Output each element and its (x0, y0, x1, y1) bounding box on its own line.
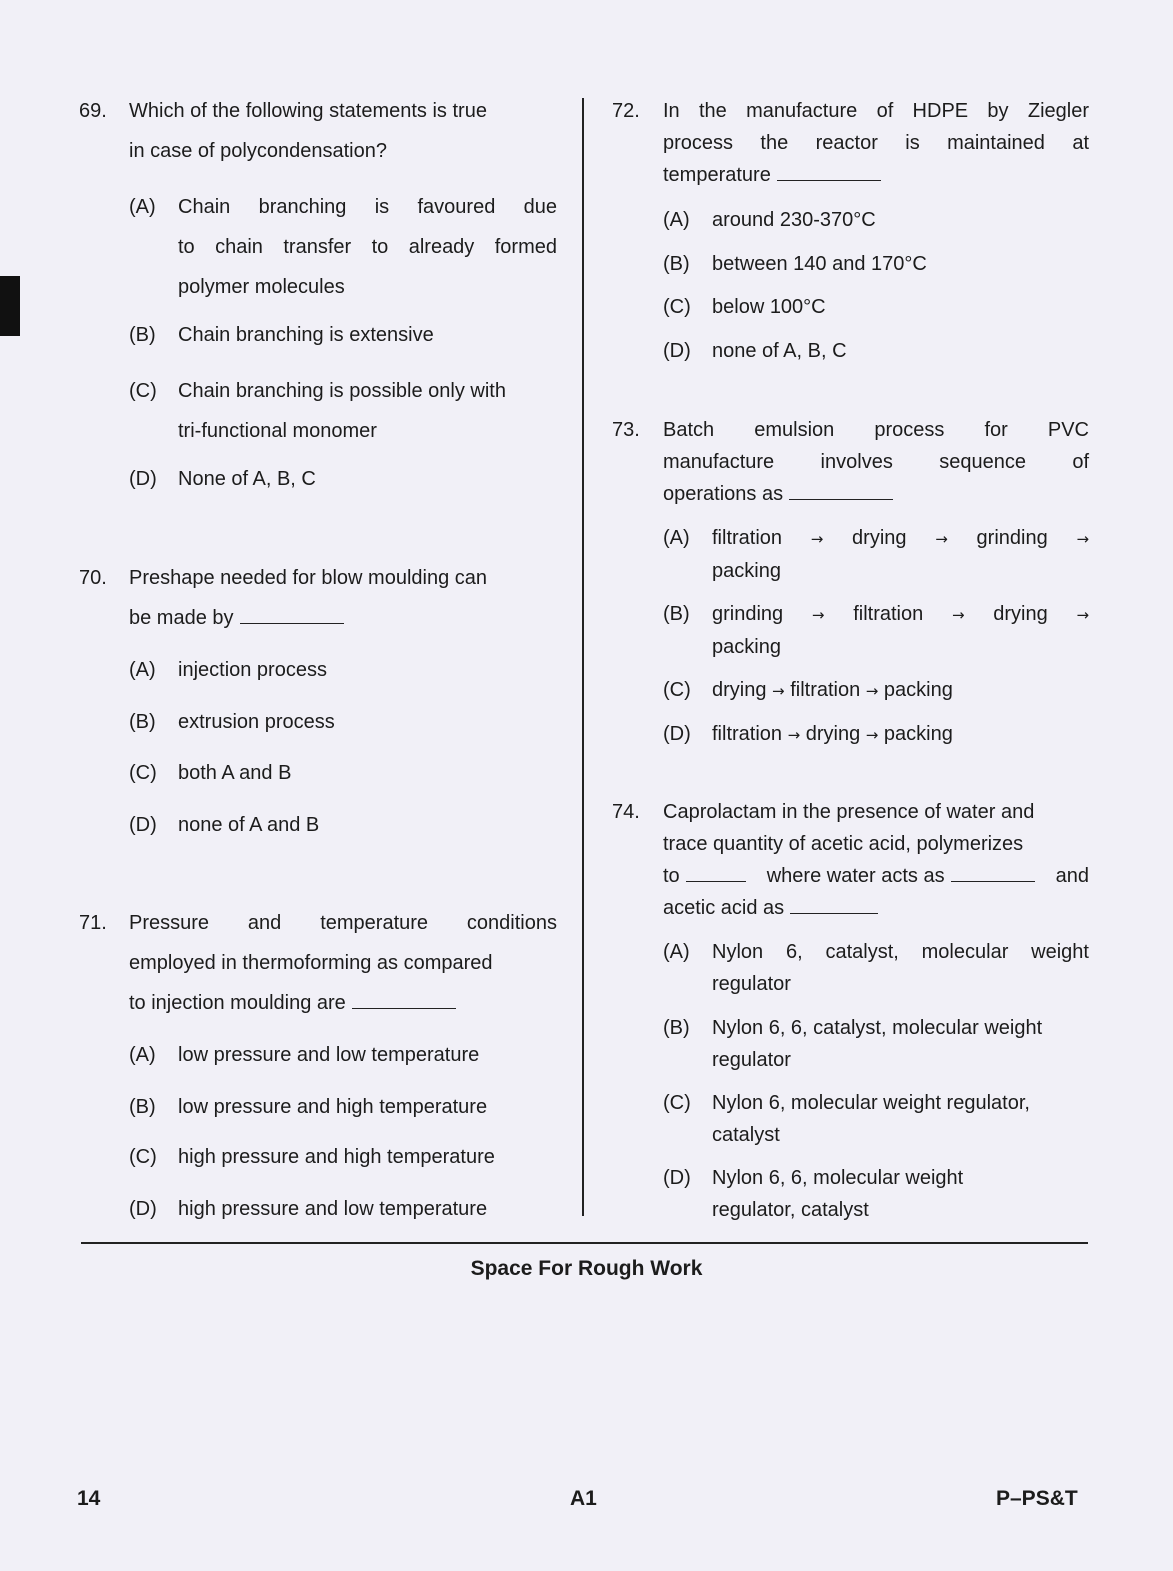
paper-code: P–PS&T (996, 1487, 1078, 1510)
question-71 (79, 907, 557, 1220)
option-text: between 140 and 170°C (712, 253, 927, 275)
option-text: catalyst (712, 1124, 780, 1146)
option-text: regulator, catalyst (712, 1199, 869, 1221)
question-stem: Batch emulsion process for PVC (663, 419, 1089, 441)
option-label: (D) (129, 468, 157, 490)
option-label: (D) (663, 1167, 691, 1189)
option-text: tri-functional monomer (178, 420, 377, 442)
answer-blank (686, 880, 746, 882)
step: grinding (712, 603, 784, 625)
section-rule (81, 1242, 1088, 1244)
question-stem: temperature (663, 164, 771, 186)
option-text: none of A and B (178, 814, 320, 836)
step: packing (712, 560, 781, 582)
option-label: (B) (663, 603, 690, 625)
option-text: around 230-370°C (712, 209, 876, 231)
option-sequence (712, 718, 1089, 751)
option-b (129, 706, 557, 738)
option-label: (B) (129, 711, 156, 733)
option-c (129, 757, 557, 789)
option-text: Nylon 6, catalyst, molecular weight (712, 941, 1089, 963)
option-text: Nylon 6, 6, molecular weight (712, 1167, 964, 1189)
step: filtration (712, 527, 783, 549)
option-label: (A) (663, 941, 690, 963)
question-stem: to (663, 865, 680, 887)
question-stem: to injection moulding are (129, 992, 346, 1014)
option-b (129, 1091, 557, 1123)
question-74 (612, 796, 1089, 1221)
margin-mark (0, 276, 20, 336)
option-d (129, 809, 557, 841)
option-c (129, 371, 557, 451)
arrow-icon: → (951, 606, 965, 624)
rough-work-heading: Space For Rough Work (470, 1257, 703, 1280)
option-c (663, 674, 1089, 707)
option-b (663, 598, 1089, 663)
option-label: (A) (129, 1044, 156, 1066)
option-a (663, 522, 1089, 587)
option-text: polymer molecules (178, 276, 345, 298)
answer-blank (790, 912, 878, 914)
option-d (663, 335, 1089, 367)
option-text: low pressure and high temperature (178, 1096, 488, 1118)
arrow-icon: → (787, 726, 801, 744)
step: drying (993, 603, 1048, 625)
question-stem: acetic acid as (663, 897, 785, 919)
arrow-icon: → (1076, 530, 1090, 548)
page-number: 14 (77, 1487, 101, 1510)
question-stem: be made by (129, 607, 234, 629)
option-c (129, 1141, 557, 1173)
question-stem: Which of the following statements is true (129, 100, 487, 122)
option-text: extrusion process (178, 711, 335, 733)
option-label: (B) (663, 1017, 690, 1039)
option-label: (A) (129, 196, 156, 218)
question-number: 74. (612, 801, 640, 823)
option-b (663, 1012, 1089, 1076)
option-d (663, 1162, 1089, 1226)
question-stem: Pressure and temperature conditions (129, 912, 557, 934)
arrow-icon: → (1076, 606, 1090, 624)
option-label: (D) (129, 814, 157, 836)
option-label: (D) (129, 1198, 157, 1220)
arrow-icon: → (811, 606, 825, 624)
question-69 (79, 95, 557, 490)
option-text: None of A, B, C (178, 468, 316, 490)
question-stem: manufacture involves sequence of (663, 451, 1089, 473)
column-divider (582, 98, 584, 1216)
step: packing (712, 636, 781, 658)
option-text: Chain branching is extensive (178, 324, 434, 346)
answer-blank (777, 179, 881, 181)
option-b (663, 248, 1089, 280)
question-number: 72. (612, 100, 640, 122)
option-label: (A) (663, 209, 690, 231)
option-text: regulator (712, 973, 791, 995)
step: grinding (976, 527, 1048, 549)
question-stem: Caprolactam in the presence of water and (663, 801, 1035, 823)
option-label: (B) (129, 1096, 156, 1118)
step: drying (805, 723, 861, 745)
answer-blank (240, 622, 344, 624)
option-b (129, 319, 557, 351)
option-d (129, 1193, 557, 1225)
option-label: (B) (663, 253, 690, 275)
option-c (663, 291, 1089, 323)
option-label: (A) (129, 659, 156, 681)
option-label: (C) (129, 762, 157, 784)
arrow-icon: → (810, 530, 824, 548)
question-number: 70. (79, 567, 107, 589)
step: filtration (853, 603, 924, 625)
question-stem: employed in thermoforming as compared (129, 952, 493, 974)
option-a (663, 936, 1089, 1000)
option-a (129, 654, 557, 686)
option-text: Chain branching is possible only with (178, 380, 506, 402)
question-stem: and (1055, 865, 1089, 887)
option-a (129, 187, 557, 307)
question-stem: process the reactor is maintained at (663, 132, 1089, 154)
question-stem: in case of polycondensation? (129, 140, 387, 162)
option-text: to chain transfer to already formed (178, 236, 557, 258)
option-sequence (712, 522, 1089, 555)
option-text: Nylon 6, molecular weight regulator, (712, 1092, 1030, 1114)
option-label: (C) (129, 380, 157, 402)
question-number: 69. (79, 100, 107, 122)
option-c (663, 1087, 1089, 1151)
option-text: regulator (712, 1049, 791, 1071)
question-stem: where water acts as (766, 865, 945, 887)
answer-blank (352, 1007, 456, 1009)
question-number: 73. (612, 419, 640, 441)
answer-blank (789, 498, 893, 500)
step: filtration (790, 679, 861, 701)
option-sequence (712, 674, 1089, 707)
option-text: both A and B (178, 762, 292, 784)
option-text: below 100°C (712, 296, 826, 318)
option-text: injection process (178, 659, 327, 681)
arrow-icon: → (935, 530, 948, 548)
option-label: (C) (129, 1146, 157, 1168)
option-d (663, 718, 1089, 751)
question-73 (612, 414, 1090, 745)
option-sequence (712, 598, 1089, 631)
option-text: low pressure and low temperature (178, 1044, 480, 1066)
question-number: 71. (79, 912, 107, 934)
step: packing (883, 679, 953, 701)
option-text: high pressure and low temperature (178, 1198, 488, 1220)
question-70 (79, 562, 557, 836)
option-label: (C) (663, 296, 691, 318)
question-stem: In the manufacture of HDPE by Ziegler (663, 100, 1089, 122)
step: filtration (712, 723, 783, 745)
answer-blank (951, 880, 1035, 882)
arrow-icon: → (865, 726, 879, 744)
option-label: (C) (663, 679, 691, 701)
question-72 (612, 95, 1089, 362)
option-text: high pressure and high temperature (178, 1146, 495, 1168)
option-label: (B) (129, 324, 156, 346)
option-text: Chain branching is favoured due (178, 196, 557, 218)
option-label: (A) (663, 527, 690, 549)
step: drying (712, 679, 767, 701)
option-text: none of A, B, C (712, 340, 847, 362)
question-stem: operations as (663, 483, 784, 505)
step: drying (852, 527, 907, 549)
option-label: (D) (663, 340, 691, 362)
option-a (129, 1039, 557, 1071)
series-code: A1 (570, 1487, 597, 1510)
step: packing (883, 723, 953, 745)
option-d (129, 463, 557, 495)
arrow-icon: → (772, 682, 785, 700)
option-label: (C) (663, 1092, 691, 1114)
question-stem: trace quantity of acetic acid, polymerizes (663, 833, 1024, 855)
option-text: Nylon 6, 6, catalyst, molecular weight (712, 1017, 1043, 1039)
option-label: (D) (663, 723, 691, 745)
question-stem: Preshape needed for blow moulding can (129, 567, 488, 589)
arrow-icon: → (865, 682, 879, 700)
option-a (663, 204, 1089, 236)
